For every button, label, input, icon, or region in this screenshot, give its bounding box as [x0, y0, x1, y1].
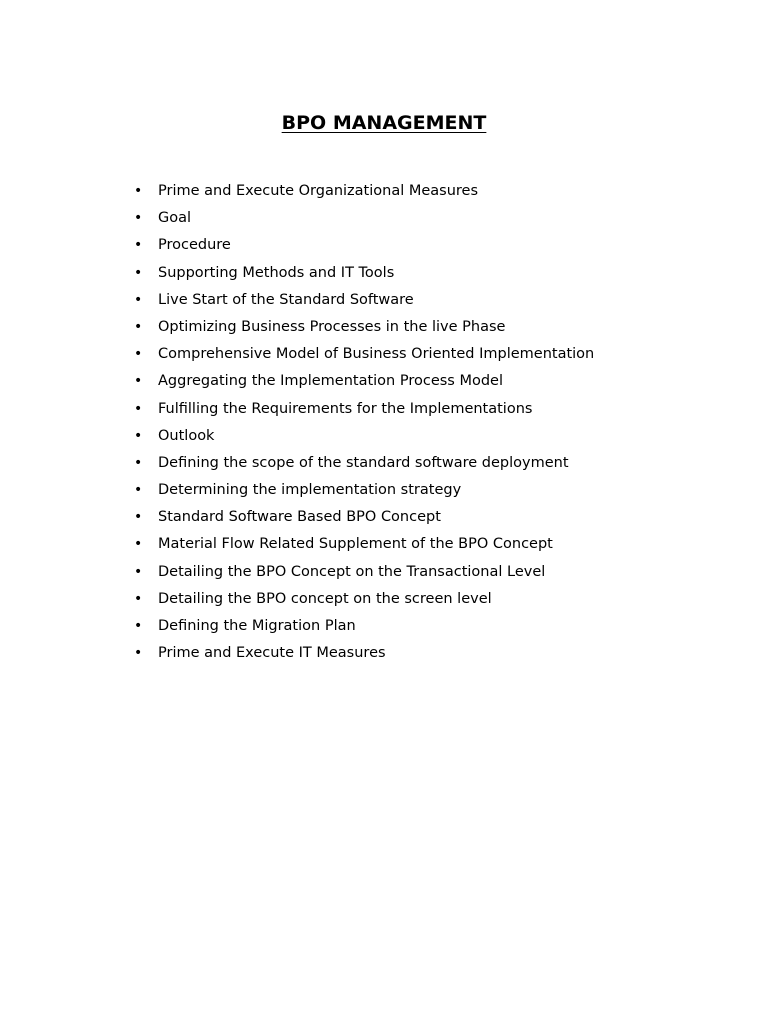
list-item-text: Comprehensive Model of Business Oriented Implementation: [158, 346, 595, 363]
list-item: [134, 260, 734, 287]
list-item: [134, 341, 734, 368]
list-item-text: Prime and Execute Organizational Measures: [158, 183, 479, 199]
list-item: [134, 531, 734, 558]
list-item: [134, 287, 734, 314]
list-item-text: Detailing the BPO concept on the screen level: [158, 590, 492, 607]
list-item-text: Detailing the BPO Concept on the Transactional Level: [158, 563, 546, 580]
list-item-text: Supporting Methods and IT Tools: [158, 264, 395, 281]
list-item: [134, 368, 734, 395]
list-item: [134, 423, 734, 450]
bullet-icon: •: [134, 400, 143, 417]
list-item: [134, 504, 734, 531]
bullet-icon: •: [134, 264, 143, 281]
bullet-icon: •: [134, 590, 143, 607]
bullet-icon: •: [134, 618, 143, 634]
list-item: [134, 205, 734, 232]
list-item: [134, 477, 734, 504]
list-item: [134, 613, 734, 640]
bullet-icon: •: [134, 210, 143, 227]
list-item-text: Goal: [158, 210, 192, 227]
list-item: [134, 314, 734, 341]
list-item: [134, 586, 734, 613]
bullet-icon: •: [134, 563, 143, 580]
bullet-icon: •: [134, 427, 143, 444]
bullet-icon: •: [134, 454, 143, 471]
bullet-list: [134, 178, 734, 667]
list-item: [134, 559, 734, 586]
list-item-text: Determining the implementation strategy: [158, 482, 462, 499]
list-item-text: Live Start of the Standard Software: [158, 291, 414, 308]
bullet-icon: •: [134, 645, 143, 662]
list-item: [134, 450, 734, 477]
bullet-icon: •: [134, 482, 143, 499]
list-item-text: Aggregating the Implementation Process Model: [158, 373, 503, 390]
list-item-text: Fulfilling the Requirements for the Implementations: [158, 400, 533, 417]
list-item: [134, 232, 734, 259]
list-item: [134, 640, 734, 667]
bullet-icon: •: [134, 291, 143, 308]
bullet-icon: •: [134, 373, 143, 390]
list-item-text: Outlook: [158, 427, 215, 444]
bullet-icon: •: [134, 318, 143, 335]
list-item-text: Defining the scope of the standard software deployment: [158, 454, 569, 471]
page-title: BPO MANAGEMENT: [281, 112, 487, 134]
bullet-icon: •: [134, 346, 143, 363]
list-item: [134, 396, 734, 423]
list-item-text: Defining the Migration Plan: [158, 618, 356, 634]
bullet-icon: •: [134, 536, 143, 553]
bullet-icon: •: [134, 237, 143, 254]
list-item-text: Standard Software Based BPO Concept: [158, 509, 441, 526]
list-item: [134, 178, 734, 205]
list-item-text: Procedure: [158, 237, 231, 254]
bullet-icon: •: [134, 509, 143, 526]
bullet-icon: •: [134, 183, 143, 199]
list-item-text: Prime and Execute IT Measures: [158, 645, 386, 662]
list-item-text: Optimizing Business Processes in the live Phase: [158, 318, 506, 335]
list-item-text: Material Flow Related Supplement of the BPO Concept: [158, 536, 553, 553]
